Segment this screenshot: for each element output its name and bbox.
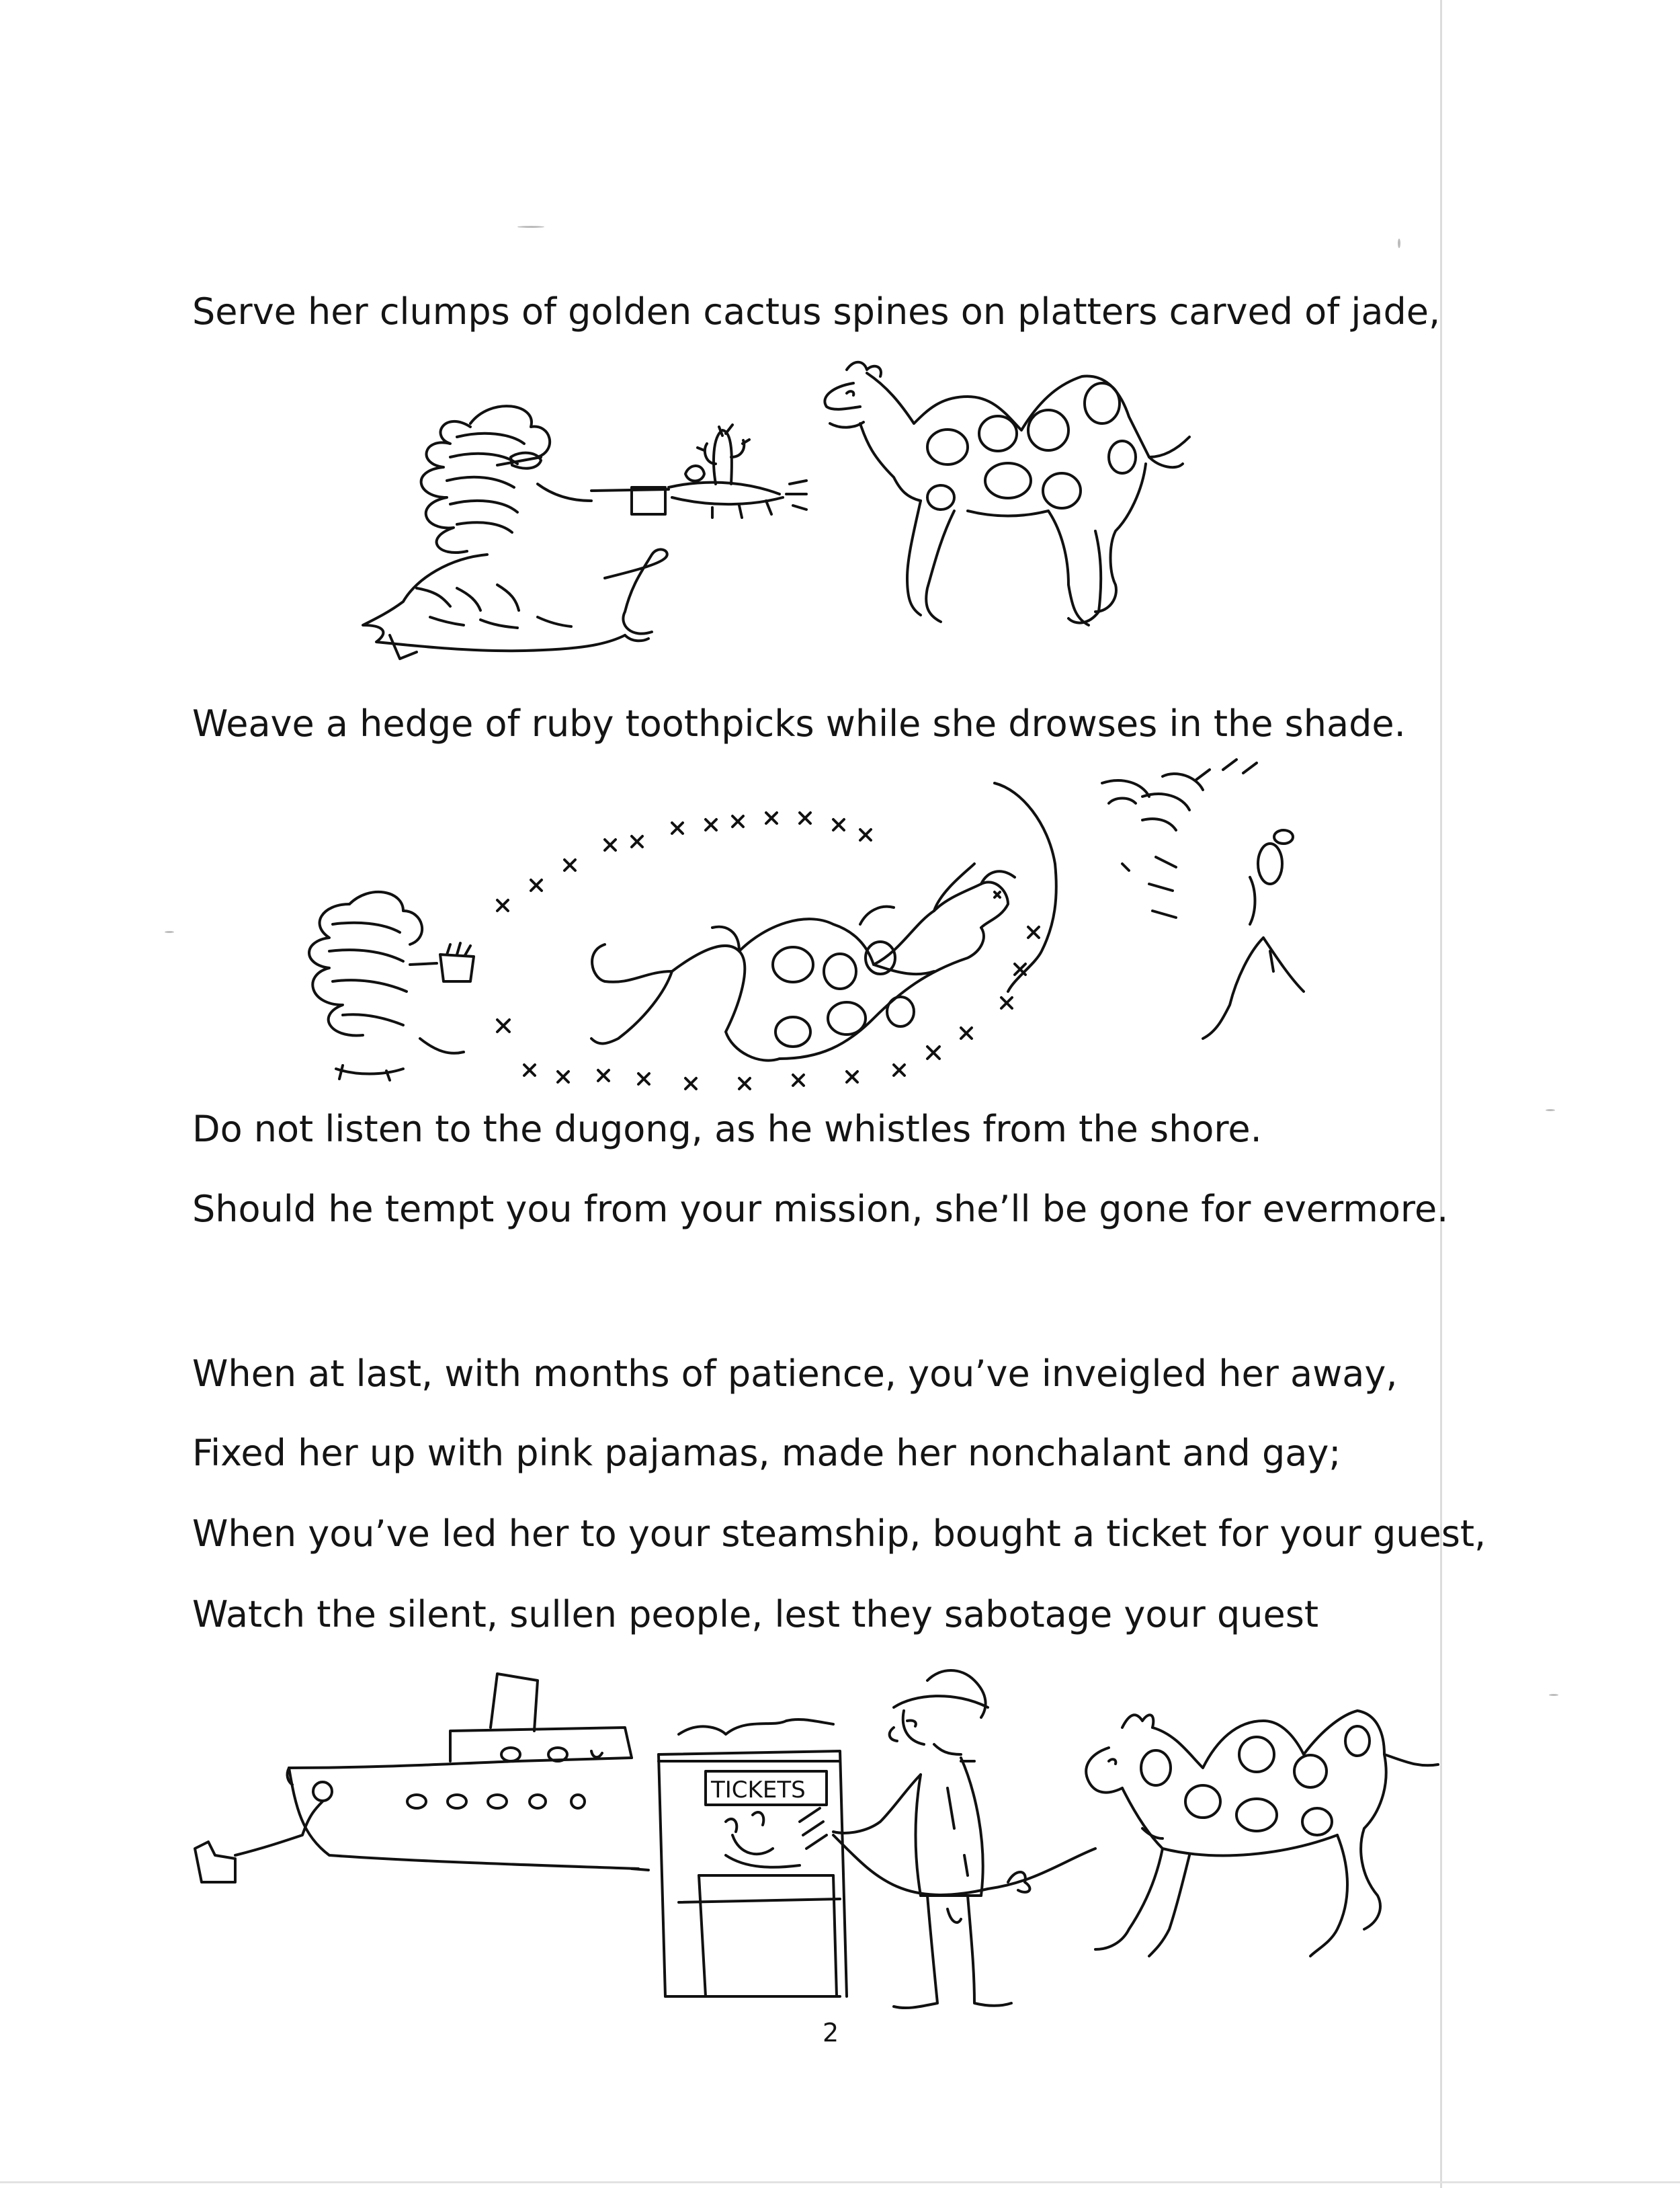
page-bottom-edge — [0, 2181, 1680, 2183]
sleeping-camel-drawing — [591, 864, 1015, 1061]
tree-drawing — [995, 760, 1304, 1039]
scan-speck — [165, 931, 174, 933]
scan-speck — [1398, 239, 1400, 248]
scan-speck — [517, 226, 544, 228]
leash-line — [833, 1835, 1095, 1895]
verse-line-7: When you’ve led her to your steamship, bought a ticket for your guest, — [192, 1512, 1486, 1555]
cactus-drawing — [685, 425, 749, 484]
verse-line-3: Do not listen to the dugong, as he whistles from the shore. — [192, 1108, 1262, 1150]
walking-camel-drawing — [1086, 1711, 1438, 1956]
verse-line-1: Serve her clumps of golden cactus spines on platters carved of jade, — [192, 290, 1441, 333]
scan-speck — [1549, 1694, 1558, 1696]
serving-cactus-illustration — [336, 356, 1290, 672]
verse-line-5: When at last, with months of patience, you’ve inveigled her away, — [192, 1352, 1398, 1395]
ticket-booth-drawing — [659, 1751, 847, 1996]
verse-line-6: Fixed her up with pink pajamas, made her nonchalant and gay; — [192, 1432, 1341, 1474]
toothpick-hedge-marks — [497, 813, 1039, 1089]
ticket-sign: TICKETS — [711, 1777, 806, 1804]
jade-platter-drawing — [591, 481, 806, 518]
verse-line-2: Weave a hedge of ruby toothpicks while she drowses in the shade. — [192, 702, 1406, 745]
spotted-camel-drawing — [825, 362, 1189, 625]
swirl-creature-small-drawing — [309, 892, 474, 1080]
swirl-creature-drawing — [363, 406, 667, 659]
toothpick-hedge-illustration — [269, 749, 1425, 1112]
verse-line-8: Watch the silent, sullen people, lest they sabotage your quest — [192, 1593, 1319, 1635]
scan-speck — [1546, 1109, 1555, 1111]
verse-line-4: Should he tempt you from your mission, she’ll be gone for evermore. — [192, 1188, 1449, 1230]
page-number: 2 — [823, 2018, 839, 2048]
ticket-agent-drawing — [833, 1670, 1011, 2008]
steamship-ticket-illustration — [168, 1654, 1505, 2030]
